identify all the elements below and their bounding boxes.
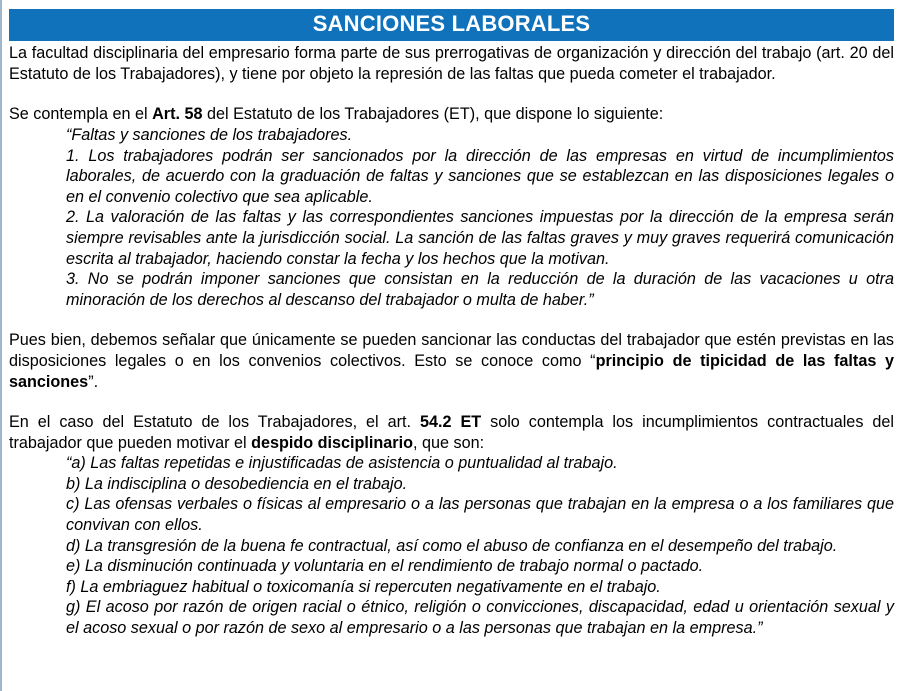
art542-item-g: g) El acoso por razón de origen racial o étnico, religión o convicciones, discapacidad, edad u orientación sexual y el acoso sexual o por razón de sexo al empresario o a las personas que trabajan en la empresa.”	[66, 598, 894, 638]
art58-quote-item-1: 1. Los trabajadores podrán ser sancionados por la dirección de las empresas en virtud de incumplimientos laborales, de acuerdo con la graduación de faltas y sanciones que se establezcan en las disposiciones legales o en el convenio colectivo que sea aplicable.	[66, 146, 894, 206]
spacer	[9, 84, 894, 104]
intro-paragraph: La facultad disciplinaria del empresario forma parte de sus prerrogativas de organización y dirección del trabajo (art. 20 del Estatuto de los Trabajadores), y tiene por objeto la represión de las faltas que pueda cometer el trabajador.	[9, 44, 894, 83]
spacer	[9, 310, 894, 330]
document-body	[2, 0, 900, 639]
art58-quote-item-2: 2. La valoración de las faltas y las correspondientes sanciones impuestas por la dirección de la empresa serán siempre revisables ante la jurisdicción social. La sanción de las faltas graves y muy graves requerirá comunicación escrita al trabajador, haciendo constar la fecha y los hechos que la motivan.	[66, 208, 894, 268]
art542-reference: 54.2 ET	[419, 413, 482, 432]
art58-lead-suffix: del Estatuto de los Trabajadores (ET), que dispone lo siguiente:	[202, 105, 664, 124]
art542-item-a: “a) Las faltas repetidas e injustificadas de asistencia o puntualidad al trabajo.	[66, 454, 618, 473]
tipicidad-principle-bold: principio de tipicidad de las faltas y sanciones	[9, 351, 894, 391]
spacer	[9, 392, 894, 412]
art542-item-d: d) La transgresión de la buena fe contractual, así como el abuso de confianza en el desempeño del trabajo.	[66, 536, 838, 555]
art58-quote-heading: “Faltas y sanciones de los trabajadores.	[66, 125, 353, 144]
art58-quote-item-3: 3. No se podrán imponer sanciones que consistan en la reducción de la duración de las vacaciones u otra minoración de los derechos al descanso del trabajador o multa de haber.”	[66, 270, 894, 309]
art542-item-e: e) La disminución continuada y voluntaria en el rendimiento de trabajo normal o pactado.	[66, 557, 704, 576]
art542-paragraph	[9, 412, 894, 453]
art542-item-c: c) Las ofensas verbales o físicas al empresario o a las personas que trabajan en la empresa o a los familiares que convivan con ellos.	[66, 495, 894, 535]
tipicidad-text-before: Pues bien, debemos señalar que únicamente se pueden sancionar las conductas del trabajador que estén previstas en las disposiciones legales o en los convenios colectivos. Esto se conoce como “	[9, 331, 894, 370]
page-title: SANCIONES LABORALES	[312, 11, 591, 36]
art58-lead-prefix: Se contempla en el	[9, 105, 153, 124]
despido-disciplinario-bold: despido disciplinario	[251, 433, 413, 452]
art58-lead-paragraph	[9, 104, 894, 125]
art542-text-after: , que son:	[412, 433, 485, 452]
art58-reference: Art. 58	[152, 105, 203, 124]
art542-item-f: f) La embriaguez habitual o toxicomanía si repercuten negativamente en el trabajo.	[66, 577, 661, 596]
tipicidad-paragraph	[9, 330, 894, 392]
document-title-banner	[9, 9, 894, 41]
art542-text-middle: solo contempla los incumplimientos contractuales del trabajador que pueden motivar el	[9, 413, 894, 452]
tipicidad-text-after: ”.	[88, 372, 99, 391]
art542-text-before: En el caso del Estatuto de los Trabajadores, el art.	[9, 413, 420, 432]
art542-item-b: b) La indisciplina o desobediencia en el trabajo.	[66, 474, 408, 493]
